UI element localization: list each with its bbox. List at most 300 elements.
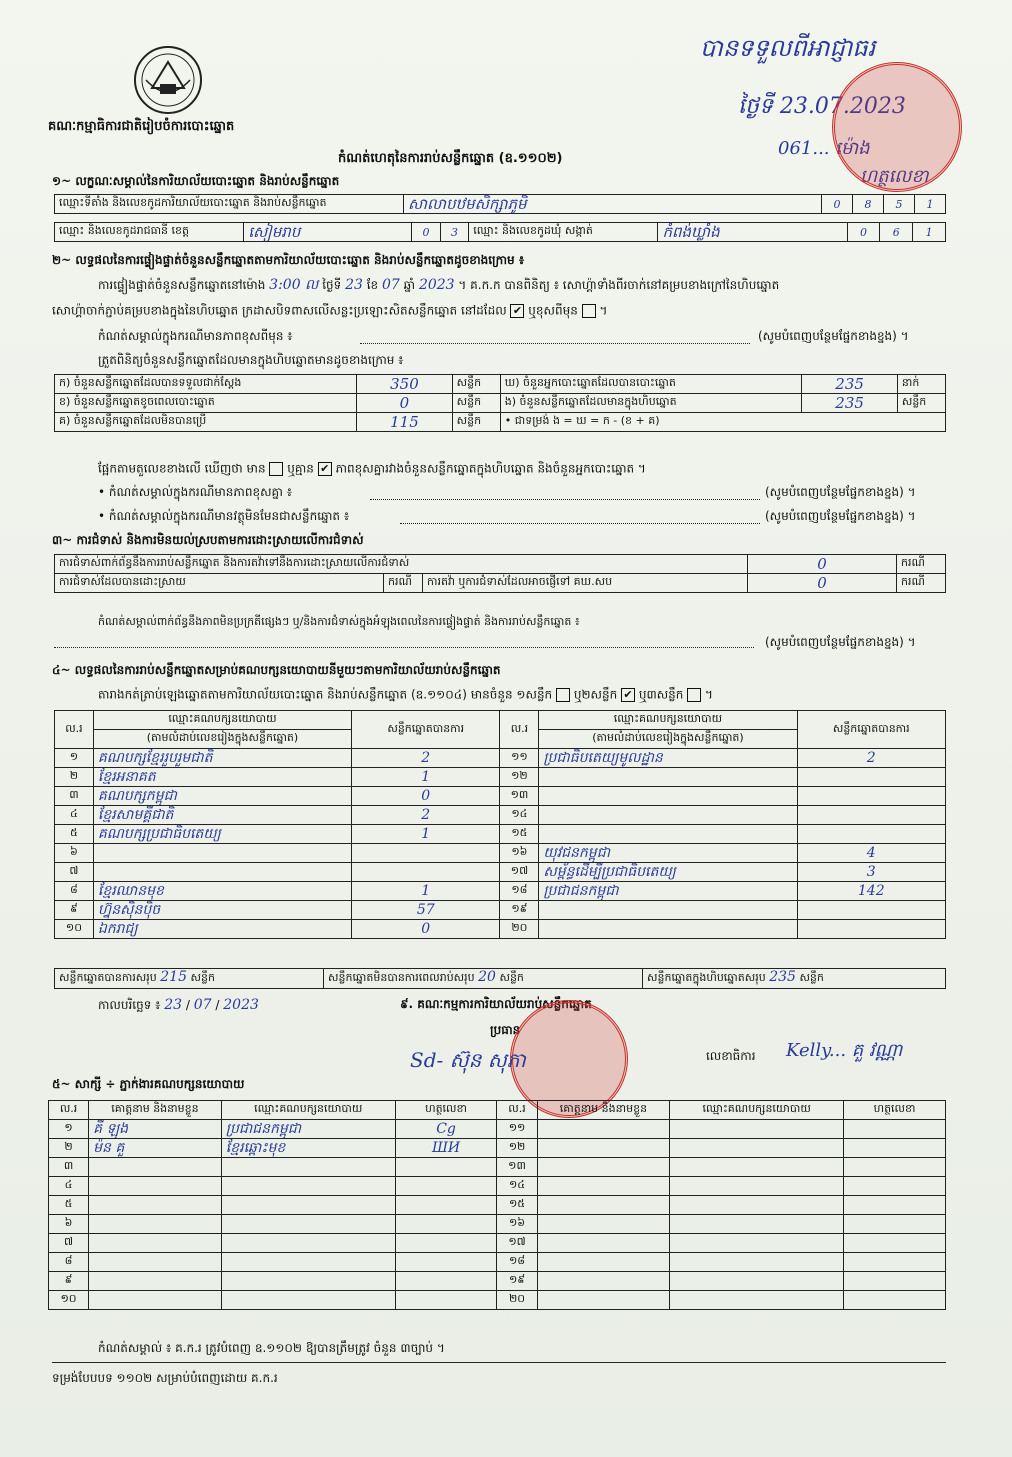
complaint-unit: ករណី xyxy=(897,555,946,574)
witness-signature-cell xyxy=(395,1291,497,1310)
witness-name-cell xyxy=(89,1291,222,1310)
witness-party: ខ្មែរឆ្ពោះមុខ xyxy=(225,1140,286,1156)
result-party-cell xyxy=(539,825,797,844)
section4-title: ៤~ លទ្ធផលនៃការរាប់សន្លឹកឆ្នោតសម្រាប់គណបក្សនយោបាយនីមួយៗតាមការិយាល័យរាប់សន្លឹកឆ្នោត xyxy=(52,663,501,677)
result-votes-cell xyxy=(797,787,945,806)
result-party: ខ្មែរអនាគត xyxy=(97,769,156,785)
witness-party-cell xyxy=(221,1139,395,1158)
result-party-cell xyxy=(93,825,351,844)
result-votes-cell xyxy=(352,844,500,863)
result-party-cell xyxy=(539,787,797,806)
witness-no: ១៦ xyxy=(508,1216,526,1229)
result-votes: 3 xyxy=(866,864,876,880)
witness-name-cell xyxy=(537,1234,670,1253)
result-no: ១៥ xyxy=(511,826,528,839)
results-head-no-left: ល.រ xyxy=(55,711,94,749)
result-no: ២០ xyxy=(511,921,528,934)
note-diff: កំណត់សម្គាល់ក្នុងករណីមានភាពខុសពីមុន ៖ xyxy=(98,329,293,343)
witness-party-cell xyxy=(221,1291,395,1310)
result-party-cell xyxy=(93,901,351,920)
result-party-cell xyxy=(539,901,797,920)
witness-name-cell xyxy=(537,1139,670,1158)
result-no-cell xyxy=(500,806,539,825)
count-intro: ត្រួតពិនិត្យចំនួនសន្លឹកឆ្នោតដែលមានក្នុងហិបឆ្នោតមានដូចខាងក្រោម ៖ xyxy=(98,353,404,367)
result-votes-cell xyxy=(352,901,500,920)
appeal-value: 0 xyxy=(817,573,827,592)
resolved-unit: ករណី xyxy=(384,574,423,593)
result-party: គណបក្សកម្ពុជា xyxy=(97,788,177,804)
province-table xyxy=(54,222,946,242)
total-invalid-label: សន្លឹកឆ្នោតមិនបានការពេលរាប់សរុប xyxy=(328,971,475,984)
result-no-cell xyxy=(55,844,94,863)
results-head-votes-right: សន្លឹកឆ្នោតបានការ xyxy=(797,711,945,749)
complaint-table xyxy=(54,554,946,593)
witness-signature-cell xyxy=(395,1158,497,1177)
total-invalid xyxy=(324,969,643,989)
witness-name-cell xyxy=(89,1234,222,1253)
results-head-party-left: ឈ្មោះគណបក្សនយោបាយ xyxy=(93,711,351,730)
result-no: ១៧ xyxy=(510,864,529,877)
witness-row xyxy=(49,1120,946,1139)
compare-line xyxy=(98,462,646,476)
witness-party-cell xyxy=(670,1291,844,1310)
result-votes: 1 xyxy=(421,826,431,842)
witness-signature-cell xyxy=(395,1215,497,1234)
result-party-cell xyxy=(539,882,797,901)
witness-signature-cell xyxy=(395,1272,497,1291)
irregularity-hint: (សូមបំពេញបន្ថែមផ្នែកខាងខ្នង) ។ xyxy=(765,635,916,649)
witness-name-cell xyxy=(89,1215,222,1234)
witness-no: ៨ xyxy=(64,1254,73,1267)
location-table xyxy=(54,194,946,214)
complaint-value: 0 xyxy=(817,554,827,573)
result-no-cell xyxy=(500,768,539,787)
province-code-2: 3 xyxy=(440,223,469,242)
total-box-label: សន្លឹកឆ្នោតក្នុងហិបឆ្នោតសរុប xyxy=(647,971,766,984)
witness-no-cell xyxy=(497,1291,537,1310)
total-box-value: 235 xyxy=(769,969,796,985)
witness-head-name-left: គោត្តនាម និងនាមខ្លួន xyxy=(89,1101,222,1120)
tally-sheet-label: តារាងកត់ត្រាប់ឡេងឆ្នោតតាមការិយាល័យបោះឆ្នោត និងរាប់សន្លឹកឆ្នោត (ឧ.១១០៤) មានចំនួន ១សន្លឹក xyxy=(98,687,553,702)
result-no-cell xyxy=(500,844,539,863)
witness-no: ៤ xyxy=(64,1178,73,1191)
result-no: ១៨ xyxy=(511,883,528,896)
result-no: ១០ xyxy=(65,921,82,934)
result-votes-cell xyxy=(797,768,945,787)
witness-head-no-left: ល.រ xyxy=(49,1101,89,1120)
province-label: ឈ្មោះ និងលេខកូដរាជធានី ខេត្ត xyxy=(55,223,244,242)
check-year: 2023 xyxy=(418,277,455,293)
witness-no-cell xyxy=(49,1253,89,1272)
compare-no-checkbox[interactable]: ✔ xyxy=(318,462,332,476)
count-b-label: ខ) ចំនួនសន្លឹកឆ្នោតខូចពេលបោះឆ្នោត xyxy=(55,394,357,413)
witness-signature-cell xyxy=(844,1291,946,1310)
witness-row xyxy=(49,1177,946,1196)
witness-no-cell xyxy=(49,1272,89,1291)
result-no-cell xyxy=(55,749,94,768)
result-no-cell xyxy=(500,749,539,768)
result-no-cell xyxy=(55,882,94,901)
witness-signature-cell xyxy=(395,1177,497,1196)
witness-no-cell xyxy=(49,1234,89,1253)
witness-name-cell xyxy=(537,1177,670,1196)
witness-no-cell xyxy=(49,1158,89,1177)
witness-signature-cell xyxy=(844,1158,946,1177)
result-votes: 4 xyxy=(866,845,876,861)
result-votes: 1 xyxy=(421,769,431,785)
received-time: 061... ម៉ោង xyxy=(778,138,870,159)
witness-no: ១៩ xyxy=(508,1273,526,1286)
results-head-order-right: (តាមលំដាប់លេខរៀងក្នុងសន្លឹកឆ្នោត) xyxy=(539,730,797,749)
witness-no-cell xyxy=(497,1253,537,1272)
result-votes-cell xyxy=(352,806,500,825)
witness-table xyxy=(48,1100,946,1310)
witness-signature-cell xyxy=(395,1139,497,1158)
location-code-2: 8 xyxy=(853,195,884,214)
witness-no-cell xyxy=(497,1215,537,1234)
total-invalid-unit: សន្លឹក xyxy=(499,971,524,984)
compare-yes-checkbox[interactable] xyxy=(269,462,283,476)
result-no-cell xyxy=(500,787,539,806)
witness-no: ២ xyxy=(64,1140,73,1153)
results-table xyxy=(54,710,946,939)
commune-value: កំពង់ឃ្លាំង xyxy=(662,222,720,241)
witness-head-name-right: គោត្តនាម និងនាមខ្លួន xyxy=(537,1101,670,1120)
witness-no-cell xyxy=(497,1120,537,1139)
result-votes-cell xyxy=(352,749,500,768)
result-no: ៥ xyxy=(70,826,78,839)
result-votes: 142 xyxy=(857,883,885,899)
results-row xyxy=(55,768,946,787)
witness-signature-cell xyxy=(844,1196,946,1215)
appeal-unit: ករណី xyxy=(897,574,946,593)
witness-party-cell xyxy=(670,1158,844,1177)
witness-name-cell xyxy=(537,1253,670,1272)
sign-date-label: កាលបរិច្ឆេទ ៖ xyxy=(98,998,161,1012)
result-votes-cell xyxy=(797,825,945,844)
count-e-label: ង) ចំនួនសន្លឹកឆ្នោតដែលមានក្នុងហិបឆ្នោត xyxy=(500,394,802,413)
result-no: ១ xyxy=(69,750,79,763)
result-votes: 1 xyxy=(421,883,431,899)
witness-name-cell xyxy=(537,1215,670,1234)
witness-signature-cell xyxy=(395,1120,497,1139)
results-head-votes-left: សន្លឹកឆ្នោតបានការ xyxy=(352,711,500,749)
result-votes-cell xyxy=(352,920,500,939)
count-c-label: គ) ចំនួនសន្លឹកឆ្នោតដែលមិនបានប្រើ xyxy=(55,413,357,432)
result-party: ខ្មែរសាមគ្គីជាតិ xyxy=(97,807,174,823)
sheet-2-label: ឬ២សន្លឹក xyxy=(573,687,618,702)
witness-no-cell xyxy=(49,1120,89,1139)
count-a-unit: សន្លឹក xyxy=(452,375,500,394)
result-party: ហ្វ៊ុនស៊ិនប៉ិច xyxy=(97,902,161,918)
result-party-cell xyxy=(539,863,797,882)
witness-head-no-right: ល.រ xyxy=(497,1101,537,1120)
result-party: ខ្មែរឈានមុខ xyxy=(97,883,164,899)
results-row xyxy=(55,787,946,806)
result-party-cell xyxy=(539,844,797,863)
result-votes-cell xyxy=(352,863,500,882)
witness-head-party-left: ឈ្មោះគណបក្សនយោបាយ xyxy=(221,1101,395,1120)
results-row xyxy=(55,825,946,844)
witness-signature-cell xyxy=(844,1139,946,1158)
witness-row xyxy=(49,1158,946,1177)
nec-logo xyxy=(132,44,204,116)
compare-no-label: ឬគ្មាន xyxy=(287,461,314,476)
complaint-label: ការជំទាស់ពាក់ព័ន្ធនឹងការរាប់សន្លឹកឆ្នោត និងការតវ៉ាទៅនឹងការដោះស្រាយលើការជំទាស់ xyxy=(55,555,748,574)
check-time-suffix: ។ គ.ក.ក បានពិនិត្យ ៖ សោហ្គ៉ាទាំងពីរចាក់នៅគម្របខាងក្រៅនៃហិបឆ្នោត xyxy=(458,278,780,292)
result-party-cell xyxy=(93,920,351,939)
witness-signature: ШИ xyxy=(431,1140,461,1156)
result-votes-cell xyxy=(797,749,945,768)
witness-no: ១ xyxy=(64,1121,73,1134)
results-head-party-right: ឈ្មោះគណបក្សនយោបាយ xyxy=(539,711,797,730)
result-votes-cell xyxy=(352,768,500,787)
count-table xyxy=(54,374,946,432)
result-no: ១៦ xyxy=(511,845,528,858)
results-row xyxy=(55,806,946,825)
total-box xyxy=(643,969,946,989)
witness-party-cell xyxy=(670,1196,844,1215)
witness-name-cell xyxy=(89,1177,222,1196)
witness-head-sig-right: ហត្ថលេខា xyxy=(844,1101,946,1120)
count-b-unit: សន្លឹក xyxy=(452,394,500,413)
witness-name-cell xyxy=(89,1272,222,1291)
witness-name-cell xyxy=(537,1158,670,1177)
check-month: 07 xyxy=(382,277,400,293)
result-no: ១៩ xyxy=(511,902,528,915)
seal-diff-label: ឬខុសពីមុន xyxy=(528,303,578,318)
result-no-cell xyxy=(500,920,539,939)
note-diff-hint: (សូមបំពេញបន្ថែមផ្នែកខាងខ្នង) ។ xyxy=(758,329,909,343)
witness-row xyxy=(49,1139,946,1158)
commune-code-3: 1 xyxy=(913,223,946,242)
witness-no-cell xyxy=(497,1158,537,1177)
witness-signature-cell xyxy=(395,1234,497,1253)
sign-date-month: 07 xyxy=(193,997,212,1013)
witness-party-cell xyxy=(221,1215,395,1234)
result-votes-cell xyxy=(797,806,945,825)
section2-title: ២~ លទ្ធផលនៃការផ្ទៀងផ្ទាត់ចំនួនសន្លឹកឆ្នោតតាមការិយាល័យបោះឆ្នោត និងរាប់សន្លឹកឆ្នោតដូចខាងក្រោម ៖ xyxy=(52,253,525,267)
witness-name: គី ឡុង xyxy=(93,1121,128,1137)
result-no-cell xyxy=(55,806,94,825)
witness-signature-cell xyxy=(395,1196,497,1215)
check-hour: 3:00 ល xyxy=(269,277,319,293)
result-party-cell xyxy=(539,806,797,825)
witness-row xyxy=(49,1253,946,1272)
sheet-2-checkbox[interactable]: ✔ xyxy=(621,688,635,702)
check-time-line xyxy=(98,278,779,292)
check-time-label: ការផ្ទៀងផ្ទាត់ចំនួនសន្លឹកឆ្នោតនៅម៉ោង xyxy=(98,278,266,292)
witness-party-cell xyxy=(670,1177,844,1196)
results-row xyxy=(55,844,946,863)
witness-row xyxy=(49,1234,946,1253)
witness-no-cell xyxy=(49,1139,89,1158)
witness-party-cell xyxy=(221,1234,395,1253)
witness-footnote: កំណត់សម្គាល់ ៖ គ.ក.រ ត្រូវបំពេញ ឧ.១១០២ ឱ្យបានត្រឹមត្រូវ ចំនួន ៣ច្បាប់ ។ xyxy=(98,1341,445,1355)
chair-signature: Sd- ស៊ុន សុភា xyxy=(410,1048,526,1072)
results-row xyxy=(55,863,946,882)
witness-no: ១៨ xyxy=(508,1254,526,1267)
location-label: ឈ្មោះទីតាំង និងលេខកូដការិយាល័យបោះឆ្នោត និងរាប់សន្លឹកឆ្នោត xyxy=(55,195,404,214)
section3-title: ៣~ ការជំទាស់ និងការមិនយល់ស្របតាមការដោះស្រាយលើការជំទាស់ xyxy=(52,533,364,547)
form-bottom-note: ទម្រង់បែបបទ ១១០២ សម្រាប់បំពេញដោយ គ.ក.រ xyxy=(52,1371,278,1385)
section1-title: ១~ លក្ខណៈសម្គាល់នៃការិយាល័យបោះឆ្នោត និងរាប់សន្លឹកឆ្នោត xyxy=(52,174,340,188)
witness-head-sig-left: ហត្ថលេខា xyxy=(395,1101,497,1120)
result-votes-cell xyxy=(797,901,945,920)
witness-no-cell xyxy=(49,1196,89,1215)
result-no: ៦ xyxy=(70,845,78,858)
result-party-cell xyxy=(93,863,351,882)
witness-no: ១៣ xyxy=(508,1159,526,1172)
witness-party-cell xyxy=(221,1177,395,1196)
sign-date-day: 23 xyxy=(164,997,183,1013)
results-head-no-right: ល.រ xyxy=(500,711,539,749)
result-votes: 2 xyxy=(421,750,431,766)
count-a-label: ក) ចំនួនសន្លឹកឆ្នោតដែលបានទទួលជាក់ស្តែង xyxy=(55,375,357,394)
sign-date-year: 2023 xyxy=(223,997,259,1013)
result-votes-cell xyxy=(797,920,945,939)
result-party-cell xyxy=(93,806,351,825)
result-votes-cell xyxy=(797,844,945,863)
witness-signature-cell xyxy=(844,1234,946,1253)
result-party: ឯករាជ្យ xyxy=(97,921,138,937)
result-no: ៧ xyxy=(69,864,79,877)
witness-no-cell xyxy=(49,1291,89,1310)
result-no-cell xyxy=(500,825,539,844)
result-party-cell xyxy=(539,749,797,768)
note-discrepancy-hint: (សូមបំពេញបន្ថែមផ្នែកខាងខ្នង) ។ xyxy=(765,485,916,499)
result-party-cell xyxy=(93,749,351,768)
count-c-unit: សន្លឹក xyxy=(452,413,500,432)
received-signature: ហត្ថលេខា xyxy=(860,166,929,187)
count-b-value: 0 xyxy=(399,393,410,412)
witness-party-cell xyxy=(221,1120,395,1139)
count-a-value: 350 xyxy=(390,374,419,393)
witness-no: ៦ xyxy=(64,1216,73,1229)
totals-table xyxy=(54,968,946,989)
witness-no-cell xyxy=(497,1196,537,1215)
sheet-3-label: ឬ៣សន្លឹក xyxy=(638,687,684,702)
result-party: ប្រជាជនកម្ពុជា xyxy=(543,883,619,899)
witness-no: ១៧ xyxy=(508,1235,526,1248)
witness-party: ប្រជាជនកម្ពុជា xyxy=(225,1121,302,1137)
result-votes: 0 xyxy=(421,788,431,804)
witness-signature-cell xyxy=(844,1215,946,1234)
witness-party-cell xyxy=(670,1253,844,1272)
seal-same-checkbox[interactable]: ✔ xyxy=(510,304,524,318)
result-votes: 2 xyxy=(421,807,431,823)
witness-party-cell xyxy=(670,1139,844,1158)
result-party-cell xyxy=(539,768,797,787)
org-name: គណៈកម្មាធិការជាតិរៀបចំការបោះឆ្នោត xyxy=(48,119,235,134)
section5-title: ៥~ សាក្សី ÷ ភ្នាក់ងារគណបក្សនយោបាយ xyxy=(52,1077,245,1091)
result-votes: 0 xyxy=(421,921,431,937)
result-no-cell xyxy=(55,920,94,939)
result-party: ប្រជាធិបតេយ្យមូលដ្ឋាន xyxy=(543,750,663,766)
results-row xyxy=(55,882,946,901)
note-discrepancy: • កំណត់សម្គាល់ក្នុងករណីមានភាពខុសគ្នា ៖ xyxy=(98,485,293,499)
result-no: ១៣ xyxy=(510,788,529,801)
count-c-value: 115 xyxy=(390,412,419,431)
commission-title: ៩. គណៈកម្មការការិយាល័យរាប់សន្លឹកឆ្នោត xyxy=(400,997,592,1011)
sign-date: កាលបរិច្ឆេទ ៖ 23 / 07 / 2023 xyxy=(98,997,259,1013)
sheet-3-checkbox[interactable] xyxy=(687,688,701,702)
location-value: សាលាបឋមសិក្សាភូមិ xyxy=(408,194,527,213)
location-code-3: 5 xyxy=(884,195,915,214)
witness-no-cell xyxy=(49,1215,89,1234)
compare-label: ផ្អែកតាមតួលេខខាងលើ ឃើញថា មាន xyxy=(98,461,266,476)
result-party: គណបក្សប្រជាធិបតេយ្យ xyxy=(97,826,221,842)
seal-text: សោហ្គ៉ាចាក់ភ្ជាប់គម្របខាងក្នុងនៃហិបឆ្នោត ក្រដាសបិទពាសលើសន្លះប្រឡោះសិតសន្លឹកឆ្នោត នៅដដែល xyxy=(52,303,507,318)
witness-name: ម៉ន គួ xyxy=(93,1140,125,1156)
result-no-cell xyxy=(500,882,539,901)
result-votes-cell xyxy=(352,882,500,901)
result-party-cell xyxy=(93,768,351,787)
witness-name-cell xyxy=(537,1291,670,1310)
commune-code-2: 6 xyxy=(880,223,913,242)
witness-party-cell xyxy=(221,1272,395,1291)
check-month-label: ខែ xyxy=(366,278,379,292)
witness-row xyxy=(49,1272,946,1291)
witness-name-cell xyxy=(89,1120,222,1139)
count-d-unit: នាក់ xyxy=(897,375,945,394)
result-no: ២ xyxy=(69,769,79,782)
total-valid xyxy=(55,969,324,989)
witness-no-cell xyxy=(497,1139,537,1158)
witness-row xyxy=(49,1196,946,1215)
witness-signature-cell xyxy=(844,1272,946,1291)
result-votes-cell xyxy=(352,825,500,844)
result-no: ៨ xyxy=(70,883,78,896)
sheet-1-checkbox[interactable] xyxy=(556,688,570,702)
witness-signature: Cg xyxy=(436,1121,456,1137)
witness-signature-cell xyxy=(844,1177,946,1196)
official-stamp-top xyxy=(832,62,962,192)
received-date: ថ្ងៃទី 23.07.2023 xyxy=(738,94,906,119)
result-votes: 57 xyxy=(416,902,435,918)
result-votes-cell xyxy=(352,787,500,806)
secretary-label: លេខាធិការ xyxy=(706,1049,756,1063)
witness-no: ១៥ xyxy=(508,1197,526,1210)
witness-signature-cell xyxy=(844,1253,946,1272)
witness-name-cell xyxy=(89,1196,222,1215)
result-no: ៣ xyxy=(69,788,79,801)
total-valid-value: 215 xyxy=(160,969,187,985)
results-head-order-left: (តាមលំដាប់លេខរៀងក្នុងសន្លឹកឆ្នោត) xyxy=(93,730,351,749)
witness-name-cell xyxy=(89,1253,222,1272)
witness-name-cell xyxy=(537,1120,670,1139)
seal-diff-checkbox[interactable] xyxy=(582,304,596,318)
check-day: 23 xyxy=(345,277,363,293)
witness-no: ៥ xyxy=(64,1197,73,1210)
result-party-cell xyxy=(539,920,797,939)
result-no-cell xyxy=(55,787,94,806)
witness-name-cell xyxy=(537,1196,670,1215)
location-code-4: 1 xyxy=(915,195,946,214)
total-valid-unit: សន្លឹក xyxy=(190,971,215,984)
witness-no-cell xyxy=(497,1234,537,1253)
location-code-1: 0 xyxy=(822,195,853,214)
count-e-value: 235 xyxy=(835,393,864,412)
witness-party-cell xyxy=(670,1215,844,1234)
result-party: គណបក្សខ្មែររួបរួមជាតិ xyxy=(97,750,213,766)
result-party-cell xyxy=(93,787,351,806)
result-no: ១២ xyxy=(511,769,528,782)
witness-name-cell xyxy=(537,1272,670,1291)
secretary-signature: Kelly... គួ វណ្ណា xyxy=(786,1040,903,1061)
witness-party-cell xyxy=(221,1196,395,1215)
witness-no: ១០ xyxy=(60,1292,77,1305)
